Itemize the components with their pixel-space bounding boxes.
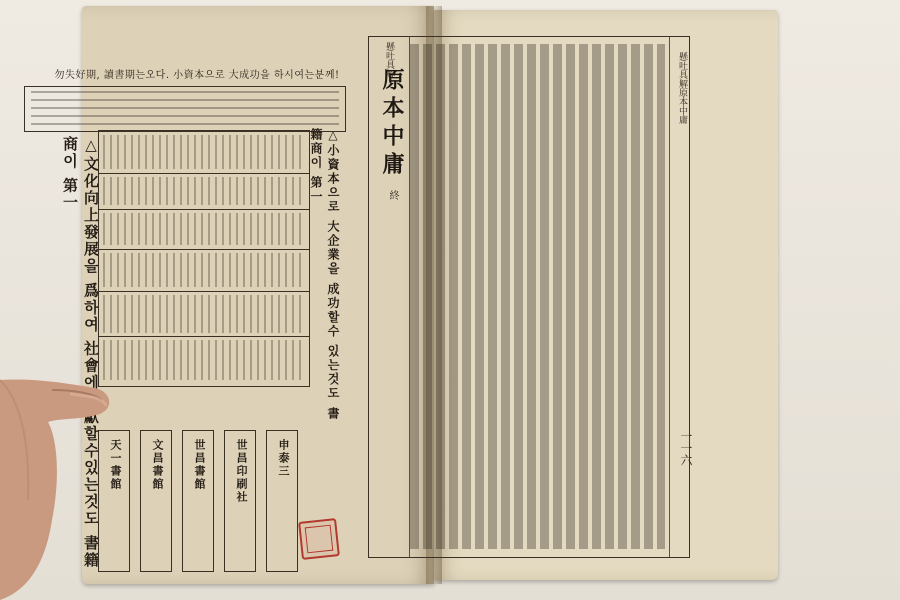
running-head: 懸吐具解原本中庸 [677,52,687,124]
title-block [375,40,405,200]
publisher-box [266,430,298,572]
vertical-slogan-right: △小資本으로 大企業을 成功할수 있는것도 書籍商이 第一 [309,128,340,421]
title-prefix: 懸吐具解 [384,42,394,78]
publisher-name: 世昌印刷社 [235,439,248,504]
classical-text-columns [410,44,665,549]
red-seal-stamp [298,518,340,560]
vertical-slogan-left: △文化向上發展을 爲하여 社會에貢獻할수있는것도 書籍商이 第一 [61,136,100,569]
publisher-name: 天一書館 [109,439,122,491]
title-end-mark: 終 [387,190,398,200]
publisher-name: 文昌書館 [151,439,164,491]
publisher-box [224,430,256,572]
ad-text-block [24,86,346,132]
publisher-box [182,430,214,572]
publisher-name: 世昌書館 [193,439,206,491]
hand-holding-book [0,360,120,600]
publisher-name: 申泰三 [277,439,290,478]
ad-headline: 勿失好期, 讀書期는오다. 小資本으로 大成功을 하시여는분께! [54,70,340,81]
book-title: 原本中庸 [379,68,405,180]
book-list-table [98,130,310,387]
publisher-box [140,430,172,572]
page-number: 一一六 [679,430,693,466]
